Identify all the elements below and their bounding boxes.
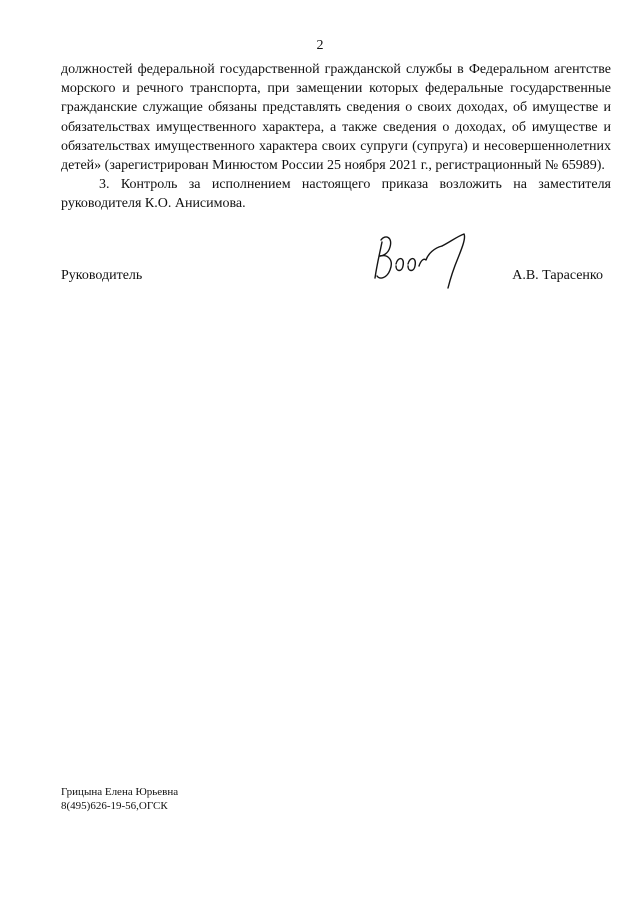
- document-body: [61, 60, 611, 214]
- page-number: 2: [316, 38, 324, 53]
- handwritten-signature: [368, 226, 472, 292]
- paragraph-item-3: 3. Контроль за исполнением настоящего приказа возложить на заместителя руководителя К.О. Анисимова.: [61, 177, 611, 212]
- executor-name: Грицына Елена Юрьевна: [61, 786, 179, 798]
- paragraph-continuation: должностей федеральной государственной гражданской службы в Федеральном агентстве морского и речного транспорта, при замещении которых федеральные государственные гражданские служащие обязаны представлять сведения о своих доходах, об имуществе и обязательствах имущественного характера, а также сведения о доходах, об имуществе и обязательствах имущественного характера своих супруги (супруга) и несовершеннолетних детей» (зарегистрирован Минюстом России 25 ноября 2021 г., регистрационный № 65989).: [61, 62, 611, 174]
- executor-contact: 8(495)626-19-56,ОГСК: [61, 800, 168, 812]
- signer-role: Руководитель: [61, 268, 143, 283]
- signature-block: [61, 268, 611, 288]
- signer-name: А.В. Тарасенко: [512, 268, 603, 283]
- executor-info: [61, 785, 178, 813]
